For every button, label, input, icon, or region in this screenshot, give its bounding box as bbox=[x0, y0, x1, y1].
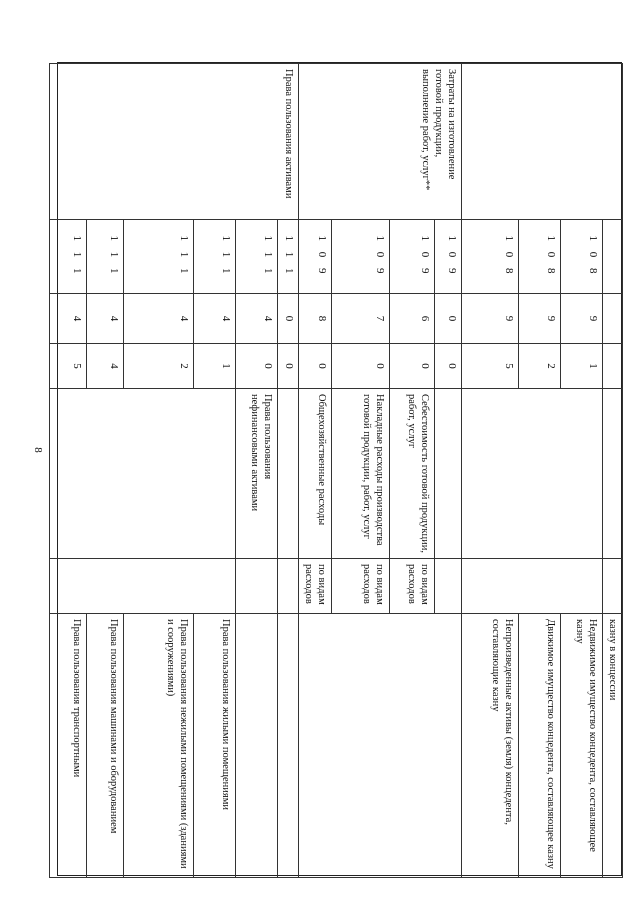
analytic-basis bbox=[49, 559, 235, 614]
analytic-basis bbox=[277, 559, 298, 614]
account-code: 1 1 1 bbox=[277, 220, 298, 294]
analytic-digit-1: 6 bbox=[389, 294, 434, 344]
account-code: 1 0 9 bbox=[434, 220, 461, 294]
subaccount-name bbox=[461, 389, 602, 559]
analytic-digit-1: 8 bbox=[298, 294, 331, 344]
detail-note bbox=[277, 614, 298, 878]
analytic-digit-1: 9 bbox=[560, 294, 602, 344]
account-code: 1 1 1 bbox=[49, 220, 86, 294]
account-code: 1 1 1 bbox=[86, 220, 123, 294]
analytic-digit-1: 9 bbox=[518, 294, 560, 344]
detail-note: Непроизведенные активы (земля) концедента, составляющие казну bbox=[461, 614, 518, 878]
analytic-basis: по видам расходов bbox=[331, 559, 389, 614]
detail-note: казну в концессии bbox=[602, 614, 622, 878]
detail-note: Права пользования нежилыми помещениями (зданиями и сооружениями) bbox=[123, 614, 193, 878]
table-row bbox=[434, 64, 461, 878]
account-code: 1 0 8 bbox=[560, 220, 602, 294]
analytic-digit-2: 2 bbox=[123, 344, 193, 389]
account-code: 1 0 9 bbox=[331, 220, 389, 294]
subaccount-name bbox=[434, 389, 461, 559]
detail-note: Права пользования жилыми помещениями bbox=[193, 614, 235, 878]
subaccount-name bbox=[49, 389, 235, 559]
subaccount-name bbox=[277, 389, 298, 559]
analytic-digit-2: 1 bbox=[193, 344, 235, 389]
detail-note: Права пользования машинами и оборудованием bbox=[86, 614, 123, 878]
detail-note: Движимое имущество концедента, составляющее казну bbox=[518, 614, 560, 878]
account-name bbox=[461, 64, 622, 220]
analytic-digit-1: 4 bbox=[123, 294, 193, 344]
analytic-digit-2: 0 bbox=[434, 344, 461, 389]
analytic-digit-1: 4 bbox=[86, 294, 123, 344]
analytic-basis: по видам расходов bbox=[389, 559, 434, 614]
account-code: 1 0 8 bbox=[461, 220, 518, 294]
analytic-digit-2: 0 bbox=[277, 344, 298, 389]
analytic-digit-2: 5 bbox=[461, 344, 518, 389]
analytic-basis bbox=[461, 559, 602, 614]
subaccount-name: Общехозяйственные расходы bbox=[298, 389, 331, 559]
analytic-digit-2: 1 bbox=[560, 344, 602, 389]
analytic-basis bbox=[235, 559, 277, 614]
account-name: Затраты на изготовление готовой продукции, выполнение работ, услуг** bbox=[298, 64, 461, 220]
analytic-basis: по видам расходов bbox=[298, 559, 331, 614]
analytic-digit-1: 0 bbox=[277, 294, 298, 344]
table-row bbox=[277, 64, 298, 878]
account-code: 1 1 1 bbox=[193, 220, 235, 294]
subaccount-name: Накладные расходы производства готовой продукции, работ, услуг bbox=[331, 389, 389, 559]
detail-note: Права пользования транспортными bbox=[49, 614, 86, 878]
analytic-digit-2: 4 bbox=[86, 344, 123, 389]
analytic-digit-2: 5 bbox=[49, 344, 86, 389]
analytic-basis bbox=[602, 559, 622, 614]
subaccount-name: Права пользования нефинансовыми активами bbox=[235, 389, 277, 559]
page-number: 8 bbox=[32, 447, 44, 453]
account-plan-table bbox=[57, 62, 622, 876]
table-row bbox=[602, 64, 622, 878]
analytic-digit-2: 0 bbox=[389, 344, 434, 389]
analytic-digit-2: 0 bbox=[331, 344, 389, 389]
detail-note bbox=[235, 614, 277, 878]
analytic-digit-2: 0 bbox=[298, 344, 331, 389]
detail-note: Недвижимое имущество концедента, составляющее казну bbox=[560, 614, 602, 878]
account-code: 1 1 1 bbox=[123, 220, 193, 294]
analytic-digit-2: 2 bbox=[518, 344, 560, 389]
analytic-digit-1: 4 bbox=[193, 294, 235, 344]
account-code: 1 0 8 bbox=[518, 220, 560, 294]
accounts-table bbox=[49, 63, 623, 878]
account-code: 1 0 9 bbox=[298, 220, 331, 294]
subaccount-name bbox=[602, 389, 622, 559]
analytic-digit-1: 7 bbox=[331, 294, 389, 344]
analytic-digit-2: 0 bbox=[235, 344, 277, 389]
analytic-digit-1: 0 bbox=[434, 294, 461, 344]
analytic-digit-1: 9 bbox=[461, 294, 518, 344]
analytic-digit-1 bbox=[602, 294, 622, 344]
detail-note bbox=[298, 614, 461, 878]
account-code bbox=[602, 220, 622, 294]
account-name: Права пользования активами bbox=[49, 64, 298, 220]
account-code: 1 1 1 bbox=[235, 220, 277, 294]
subaccount-name: Себестоимость готовой продукции, работ, услуг bbox=[389, 389, 434, 559]
analytic-digit-2 bbox=[602, 344, 622, 389]
analytic-digit-1: 4 bbox=[49, 294, 86, 344]
analytic-digit-1: 4 bbox=[235, 294, 277, 344]
account-code: 1 0 9 bbox=[389, 220, 434, 294]
analytic-basis bbox=[434, 559, 461, 614]
